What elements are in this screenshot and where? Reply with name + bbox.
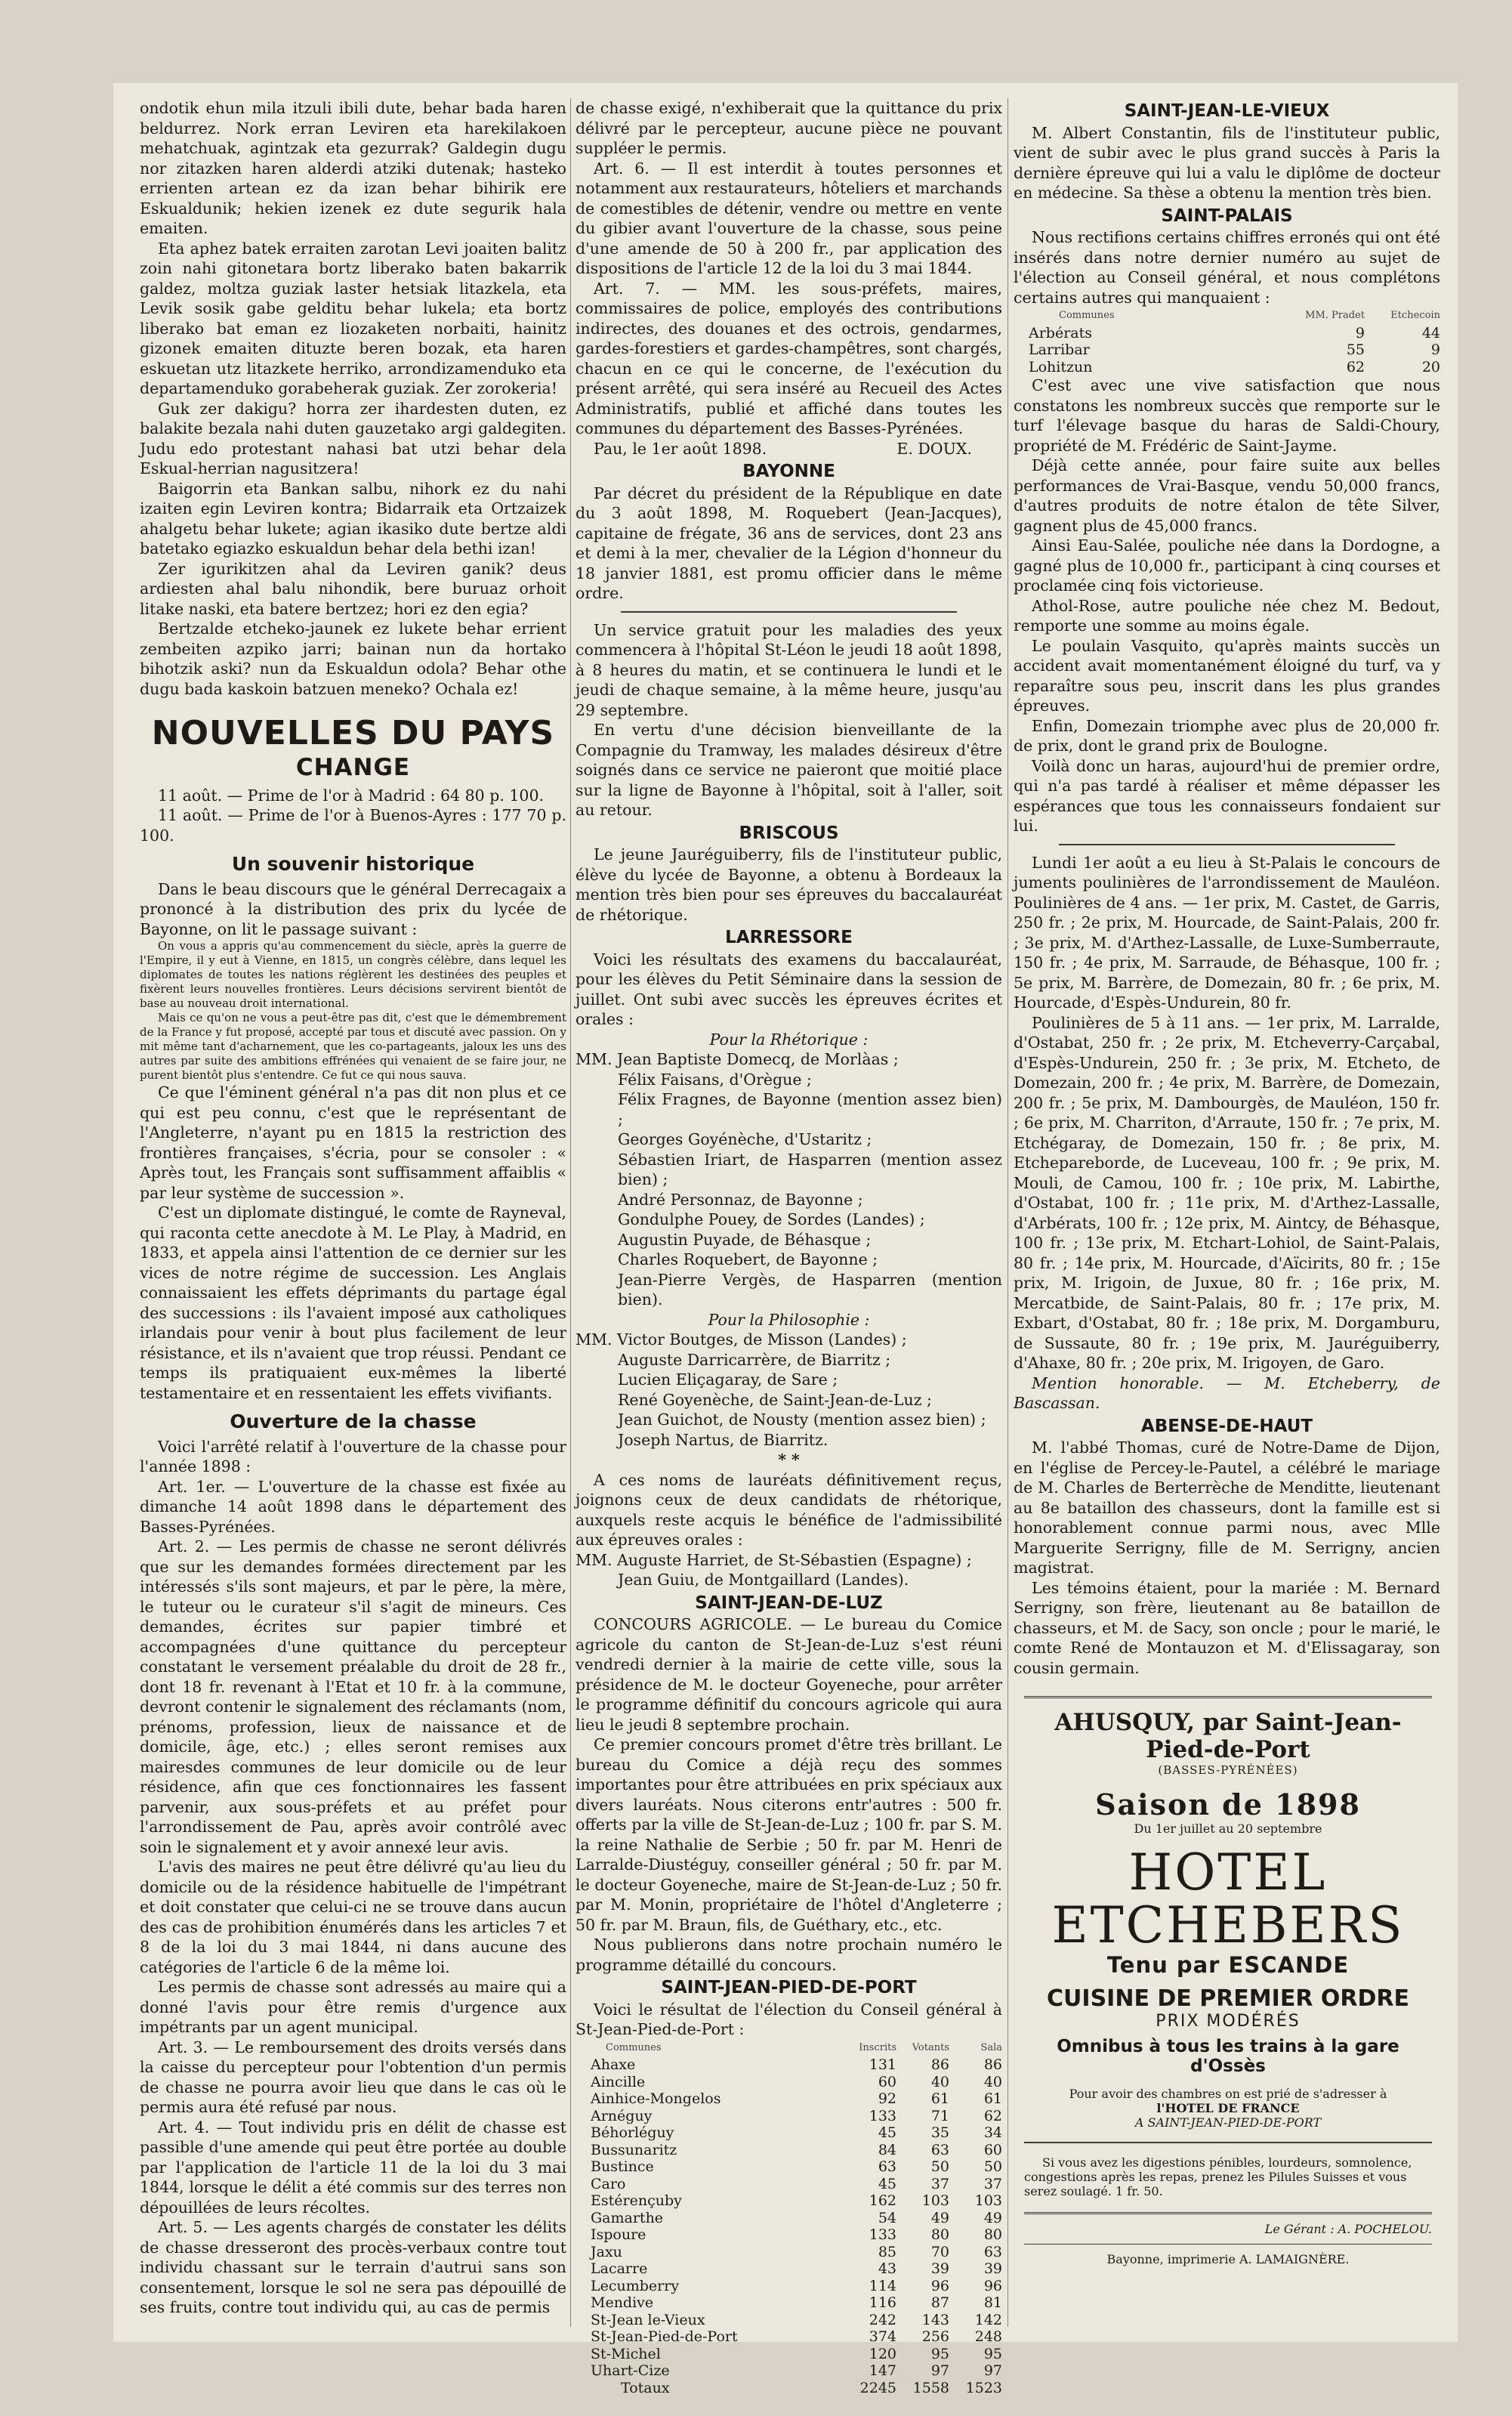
souvenir-paragraph: Ce que l'éminent général n'a pas dit non plus et ce qui est peu connu, c'est que le représentant de l'Angleterre, n'ayant pu en 1815 la restriction des frontières françaises, s'écria, pour se consoler : « Après tout, les Français sont suffisamment affaiblis « par leur système de succession ». [140, 1083, 566, 1202]
ad-address: A SAINT-JEAN-PIED-DE-PORT [1134, 2115, 1322, 2130]
table-row [575, 2124, 1002, 2142]
election-table [575, 2040, 1002, 2397]
ad-tenu-par: Tenu par ESCANDE [1106, 1952, 1350, 1978]
table-cell: 44 [1421, 324, 1440, 341]
list-item: Jean Guiu, de Montgaillard (Landes). [618, 1571, 909, 1589]
table-cell: 97 [983, 2362, 1002, 2379]
abense-heading: ABENSE-DE-HAUT [1140, 1416, 1313, 1436]
sjdl-heading: SAINT-JEAN-DE-LUZ [695, 1593, 883, 1613]
table-cell: 40 [983, 2073, 1002, 2090]
table-cell: 162 [869, 2192, 896, 2209]
list-item: MM. Victor Boutges, de Misson (Landes) ; [575, 1330, 907, 1349]
basque-paragraph: Guk zer dakigu? horra zer ihardesten duten, ez balakite bezala nahi duten gauzetako argi galdegiten. Judu edo protestant nahasi bat utzi behar dela Eskual-herrian nagusitzera! [140, 399, 566, 477]
laureats-paragraph: A ces noms de lauréats définitivement reçus, joignons ceux de deux candidats de rhétorique, auxquels reste acquis le bénéfice de l'admissibilité aux épreuves orales : [575, 1470, 1002, 1549]
saint-palais-paragraph: C'est avec une vive satisfaction que nous constatons les nombreux succès que remporte sur le turf l'élevage basque du haras de Saldi-Choury, propriété de M. Frédéric de Saint-Jayme. [1014, 376, 1440, 455]
saint-palais-paragraph: Poulinières de 5 à 11 ans. — 1er prix, M. Larralde, d'Ostabat, 250 fr. ; 2e prix, M. Etcheverry-Carçabal, d'Espès-Undurein, 250 fr. ; 3e prix, M. Etcheto, de Domezain, 200 fr. ; 4e prix, M. Barrère, de Domezain, 200 fr. ; 5e prix, M. Dambourgès, de Mauléon, 150 fr. ; 6e prix, M. Charriton, d'Arraute, 150 fr. ; 7e prix, M. Etchégaray, de Domezain, 150 fr. ; 8e prix, M. Etchepareborde, de Luceveau, 100 fr. ; 9e prix, M. Mouli, de Camou, 100 fr. ; 10e prix, M. Labirthe, d'Ostabat, 100 fr. ; 11e prix, M. d'Arthez-Lassalle, d'Arbérats, 100 fr. ; 12e prix, M. Aintcy, de Béhasque, 100 fr. ; 13e prix, M. Etchart-Lohiol, de Saint-Palais, 80 fr. ; 14e prix, M. Hourcade, d'Aïcirits, 80 fr. ; 15e prix, M. Irigoin, de Juxue, 80 fr. ; 16e prix, M. Mercatbide, de Saint-Palais, 80 fr. ; 17e prix, M. Exbart, d'Ostabat, 80 fr. ; 18e prix, M. Dorgamburu, de Sussaute, 80 fr. ; 19e prix, M. Jauréguiberry, d'Ahaxe, 80 fr. ; 20e prix, M. Irigoyen, de Garo. [1014, 1013, 1440, 1372]
table-header-cell: Inscrits [859, 2041, 896, 2053]
philosophie-label: Pour la Philosophie : [708, 1310, 870, 1329]
table-cell: 133 [869, 2226, 896, 2243]
table-row [575, 2158, 1002, 2176]
table-header-cell: Communes [1059, 310, 1115, 321]
souvenir-quote: Mais ce qu'on ne vous a peut-être pas dit, c'est que le démembrement de la France y fut proposé, accepté par tous et discuté avec passion. On y mit même tant d'acharnement, que les co-partageants, jaloux les uns des autres par suite des ambitions effrénées qui venaient de se faire jour, ne purent bientôt plus s'entendre. Ce fut ce qui nous sauva. [140, 1011, 566, 1082]
table-cell: 43 [878, 2260, 896, 2277]
table-cell: 86 [983, 2056, 1002, 2073]
saint-palais-paragraph: Enfin, Domezain triomphe avec plus de 20,000 fr. de prix, dont le grand prix de Boulogne. [1014, 716, 1440, 755]
table-cell: Ispoure [591, 2226, 646, 2243]
saint-palais-paragraph: Le poulain Vasquito, qu'après maints succès un accident avait momentanément éloigné du turf, va y reparaître sous peu, inscrit dans les plus grandes épreuves. [1014, 636, 1440, 715]
ahusquy-advertisement [1024, 1696, 1432, 2266]
table-cell: Arnéguy [591, 2107, 653, 2124]
table-cell: 20 [1421, 358, 1440, 375]
table-cell: 62 [1346, 358, 1365, 375]
sjdl-paragraph: Ce premier concours promet d'être très brillant. Le bureau du Comice a déjà reçu des sommes importantes pour être attribuées en prix spéciaux aux divers lauréats. Nous citerons entr'autres : 500 fr. offerts par la ville de St-Jean-de-Luz ; 100 fr. par S. M. la reine Nathalie de Serbie ; 50 fr. par M. Henri de Larralde-Diustéguy, conseiller général ; 50 fr. par M. le docteur Goyeneche, maire de St-Jean-de-Luz ; 50 fr. par M. Monin, propriétaire de l'hôtel d'Angleterre ; 50 fr. par M. Braun, fils, de Guéthary, etc., etc. [575, 1735, 1002, 1934]
table-cell: Larribar [1029, 341, 1090, 358]
table-cell: 80 [983, 2226, 1002, 2243]
briscous-paragraph: Le jeune Jauréguiberry, fils de l'instituteur public, élève du lycée de Bayonne, a obtenu à Bordeaux la mention très bien pour ses épreuves du baccalauréat de rhétorique. [575, 845, 1002, 924]
table-cell: 63 [983, 2243, 1002, 2260]
table-cell: 2245 [859, 2379, 896, 2396]
table-cell: Bustince [591, 2158, 654, 2175]
table-cell: 84 [878, 2141, 896, 2158]
list-item: MM. Jean Baptiste Domecq, de Morlàas ; [575, 1050, 899, 1068]
table-cell: 37 [930, 2175, 949, 2192]
list-item: Georges Goyénèche, d'Ustaritz ; [618, 1130, 872, 1148]
basque-paragraph: Bertzalde etcheko-jaunek ez lukete behar errient zembeiten azpiko jarri; bainan nun da hortako bihotzik aski? nun da Eskualdun odola? Behar othe dugu bada kaskoin batzuen meneko? Ochala ez! [140, 619, 566, 698]
chasse-signature-line [575, 439, 1002, 459]
ad-region: (BASSES-PYRÉNÉES) [1158, 1763, 1298, 1777]
list-item: Félix Faisans, d'Orègue ; [618, 1070, 812, 1089]
table-row [1014, 325, 1440, 342]
newspaper-page [113, 83, 1458, 2396]
chasse-continued: Art. 7. — MM. les sous-préfets, maires, commissaires de police, employés des contributions indirectes, des douanes et des octrois, gendarmes, gardes-forestiers et gardes-champêtres, sont chargés, chacun en ce qui le concerne, de l'exécution du présent arrêté, qui sera inséré au Recueil des Actes Administratifs, publié et affiché dans toutes les communes du département des Basses-Pyrénées. [575, 279, 1002, 437]
table-cell: 87 [930, 2294, 949, 2311]
ad-omnibus: Omnibus à tous les trains à la gare d'Ossès [1057, 2037, 1399, 2076]
list-item: Auguste Darricarrère, de Biarritz ; [618, 1350, 891, 1369]
chasse-continued: de chasse exigé, n'exhiberait que la quittance du prix délivré par le percepteur, aucune pièce ne pouvant suppléer le permis. [575, 99, 1002, 157]
table-cell: Lohitzun [1029, 358, 1093, 375]
table-header-cell: Etchecoin [1390, 310, 1440, 321]
table-cell: 81 [983, 2294, 1002, 2311]
table-row [575, 2090, 1002, 2108]
table-row [1014, 359, 1440, 376]
table-cell: 147 [869, 2362, 896, 2379]
chasse-date: Pau, le 1er août 1898. [594, 439, 767, 458]
table-cell: 50 [983, 2158, 1002, 2175]
change-line: 11 août. — Prime de l'or à Buenos-Ayres : 177 70 p. 100. [140, 806, 566, 845]
ad-title: AHUSQUY, par Saint-Jean-Pied-de-Port [1054, 1709, 1402, 1763]
rhetorique-label: Pour la Rhétorique : [709, 1030, 869, 1049]
table-header-cell: Sala [980, 2041, 1002, 2053]
saint-palais-paragraph: Mention honorable. — M. Etcheberry, de Bascassan. [1014, 1373, 1440, 1412]
table-cell: 114 [869, 2277, 896, 2294]
table-cell: 86 [930, 2056, 949, 2073]
table-cell: Estérençuby [591, 2192, 682, 2209]
column-2 [575, 98, 1002, 2396]
chasse-paragraph: Art. 5. — Les agents chargés de constater les délits de chasse dresseront des procès-verbaux contre tout individu chassant sur le terrain d'autrui sans son consentement, lorsque le sol ne sera pas dépouillé de ses fruits, contre tout individu qui, au cas de permis [140, 2218, 566, 2316]
table-cell: Aincille [591, 2073, 646, 2090]
table-cell: 248 [974, 2328, 1002, 2345]
table-cell: 34 [983, 2124, 1002, 2141]
table-row [575, 2192, 1002, 2210]
souvenir-heading: Un souvenir historique [231, 853, 475, 875]
table-cell: 71 [930, 2107, 949, 2124]
list-item: André Personnaz, de Bayonne ; [618, 1190, 863, 1209]
basque-paragraph: Baigorrin eta Bankan salbu, nihork ez du nahi izaiten egin Leviren kontra; Bidarraik eta Ortzaizek ahalgetu behar lukete; agian ikasiko dute bertze aldi batetako egiazko eskualdun behar dela bethi izan! [140, 479, 566, 558]
table-cell: 142 [974, 2311, 1002, 2328]
sjlv-paragraph: M. Albert Constantin, fils de l'instituteur public, vient de subir avec le plus grand succès à Paris la dernière épreuve qui lui a valu le diplôme de docteur en médecine. Sa thèse a obtenu la mention très bien. [1014, 123, 1440, 202]
souvenir-intro: Dans le beau discours que le général Derrecagaix a prononcé à la distribution des prix du lycée de Bayonne, on lit le passage suivant : [140, 879, 566, 938]
sjdl-paragraph: Nous publierons dans notre prochain numéro le programme détaillé du concours. [575, 1936, 1002, 1974]
briscous-heading: BRISCOUS [739, 823, 839, 843]
table-cell: 63 [930, 2141, 949, 2158]
abense-paragraph: M. l'abbé Thomas, curé de Notre-Dame de Dijon, en l'église de Percey-le-Pautel, a célébré le mariage de M. Charles de Berterrèche de Menditte, lieutenant au 8e bataillon des chasseurs, dont la famille est si honorablement connue parmi nous, avec Mlle Marguerite Serrigny, fille de M. Serrigny, ancien magistrat. [1014, 1438, 1440, 1577]
basque-paragraph: ondotik ehun mila itzuli ibili dute, behar bada haren beldurrez. Nork erran Leviren eta harekilakoen mehatchuak, agintzak eta gezurrak? Galdegin dugu nor zitazken haren alderdi atziki dutenak; hasteko errienten artean ez da izan behar bihirik ere Eskualdunik; hekien izenek ez dute segurik hala emaiten. [140, 99, 566, 237]
chasse-heading: Ouverture de la chasse [230, 1410, 477, 1432]
table-cell: 131 [869, 2056, 896, 2073]
philosophie-list [575, 1330, 1002, 1450]
table-cell: 116 [869, 2294, 896, 2311]
list-item: Gondulphe Pouey, de Sordes (Landes) ; [618, 1210, 925, 1228]
ad-cuisine: CUISINE DE PREMIER ORDRE [1047, 1985, 1409, 2012]
chasse-paragraph: Les permis de chasse sont adressés au maire qui a donné l'avis pour être remis d'urgence aux impétrants par un agent municipal. [140, 1978, 566, 2036]
larressore-intro: Voici les résultats des examens du baccalauréat, pour les élèves du Petit Séminaire dans la session de juillet. Ont subi avec succès les épreuves écrites et orales : [575, 950, 1002, 1028]
table-cell: 39 [983, 2260, 1002, 2277]
saint-palais-paragraph: Déjà cette année, pour faire suite aux belles performances de Vrai-Basque, vendu 50,000 francs, d'autres produits de notre étalon de tête Silver, gagnent plus de 45,000 francs. [1014, 456, 1440, 535]
table-row [1014, 341, 1440, 359]
election-table-body [575, 2056, 1002, 2380]
table-cell: 45 [878, 2175, 896, 2192]
table-header-row [575, 2040, 1002, 2057]
saint-palais-paragraph: Ainsi Eau-Salée, pouliche née dans la Dordogne, a gagné plus de 10,000 fr., participant à cinq courses et proclamée cinq fois victorieuse. [1014, 536, 1440, 595]
table-cell: 49 [930, 2209, 949, 2226]
list-item: MM. Auguste Harriet, de St-Sébastien (Espagne) ; [575, 1550, 972, 1569]
column-divider [1007, 98, 1008, 2327]
list-item: Augustin Puyade, de Béhasque ; [618, 1230, 872, 1249]
table-row [575, 2328, 1002, 2346]
saint-palais-table [1014, 307, 1440, 375]
bayonne-paragraph: En vertu d'une décision bienveillante de la Compagnie du Tramway, les malades désireux d'être soignés dans ce service ne paieront que moitié place sur la ligne de Bayonne à l'hôpital, soit à l'aller, soit au retour. [575, 721, 1002, 819]
saint-palais-heading: SAINT-PALAIS [1161, 205, 1293, 226]
table-cell: Bussunaritz [591, 2141, 677, 2158]
table-cell: 97 [930, 2362, 949, 2379]
chasse-paragraph: Art. 3. — Le remboursement des droits versés dans la caisse du percepteur pour l'obtention d'un permis de chasse ne pourra avoir lieu que dans le cas où le permis aura été refusé par nous. [140, 2038, 566, 2116]
sjpp-intro: Voici le résultat de l'élection du Conseil général à St-Jean-Pied-de-Port : [575, 2000, 1002, 2038]
table-cell: Jaxu [591, 2243, 622, 2260]
change-line: 11 août. — Prime de l'or à Madrid : 64 80 p. 100. [158, 786, 545, 805]
table-header-cell: MM. Pradet [1305, 310, 1365, 321]
table-cell: Lacarre [591, 2260, 648, 2277]
table-cell: 63 [878, 2158, 896, 2175]
column-3 [1014, 98, 1440, 1678]
table-cell: 61 [983, 2090, 1002, 2107]
saint-palais-table-body [1014, 325, 1440, 376]
table-row [575, 2142, 1002, 2159]
ad-prix: PRIX MODÉRÉS [1156, 2012, 1301, 2031]
table-cell: Ahaxe [591, 2056, 636, 2073]
table-row [575, 2056, 1002, 2074]
table-cell: St-Jean-Pied-de-Port [591, 2328, 738, 2345]
bayonne-paragraph: Un service gratuit pour les maladies des yeux commencera à l'hôpital St-Léon le jeudi 18 août 1898, à 8 heures du matin, et se continuera le lundi et le jeudi de chaque semaine, à la même heure, jusqu'au 29 septembre. [575, 620, 1002, 719]
table-cell: 95 [930, 2345, 949, 2362]
table-cell: Béhorléguy [591, 2124, 674, 2141]
chasse-paragraph: L'avis des maires ne peut être délivré qu'au lieu du domicile ou de la résidence habituelle de l'impétrant et doit constater que celui-ci ne se trouve dans aucun des cas de prohibition énumérés dans les articles 7 et 8 de la loi du 3 mai 1844, ni dans aucune des catégories de l'article 6 de la même loi. [140, 1858, 566, 1976]
separator-rule [1059, 844, 1395, 845]
table-cell: 96 [983, 2277, 1002, 2294]
souvenir-paragraph: C'est un diplomate distingué, le comte de Rayneval, qui raconta cette anecdote à M. Le Play, à Madrid, en 1833, et appela ainsi l'attention de ce dernier sur les vices de notre régime de succession. Les Anglais connaissaient les effets déprimants du partage égal des successions : ils l'avaient imposé aux catholiques irlandais pour venir à bout plus facilement de leur résistance, et ils n'avaient que trop réussi. Pendant ce temps ils pratiquaient eux-mêmes la liberté testamentaire et en ressentaient les effets vivifiants. [140, 1203, 566, 1402]
table-row [575, 2226, 1002, 2244]
ad-saison: Saison de 1898 [1095, 1787, 1361, 1821]
list-item: Sébastien Iriart, de Hasparren (mention assez bien) ; [618, 1150, 1002, 1188]
table-cell: 9 [1430, 341, 1440, 358]
list-item: Jean Guichot, de Nousty (mention assez bien) ; [618, 1410, 986, 1429]
saint-palais-paragraph: Athol-Rose, autre pouliche née chez M. Bedout, remporte une somme au moins égale. [1014, 596, 1440, 635]
table-cell: 120 [869, 2345, 896, 2362]
stars-separator: * * [778, 1451, 800, 1469]
table-cell: 9 [1355, 324, 1365, 341]
table-cell: 60 [878, 2073, 896, 2090]
table-cell: 35 [930, 2124, 949, 2141]
list-item: Jean-Pierre Vergès, de Hasparren (mention bien). [618, 1270, 1002, 1308]
ad-dates: Du 1er juillet au 20 septembre [1134, 1821, 1322, 1836]
chasse-paragraph: Art. 2. — Les permis de chasse ne seront délivrés que sur les demandes formées directement par les intéressés s'ils sont majeurs, et par le père, la mère, le tuteur ou le curateur s'il s'agit de mineurs. Ces demandes, écrites sur papier timbré et accompagnées d'une quittance du percepteur constatant le versement préalable du droit de 28 fr., dont 18 fr. revenant à l'Etat et 10 fr. à la commune, devront contenir le signalement des réclamants (nom, prénoms, profession, lieux de naissance et de domicile, âge, etc.) ; elles seront remises aux mairesdes communes de leur domicile ou de leur résidence, afin que ces fonctionnaires les fassent parvenir, aux sous-préfets et au préfet pour l'arrondissement de Pau, après avoir contrôlé avec soin le signalement et y avoir annexé leur avis. [140, 1537, 566, 1856]
pilules-advertisement: Si vous avez les digestions pénibles, lourdeurs, somnolence, congestions après les repas, prenez les Pilules Suisses et vous serez soulagé. 1 fr. 50. [1024, 2155, 1412, 2198]
ad-top-rule [1024, 1696, 1432, 1698]
table-row [575, 2346, 1002, 2363]
imprimerie-line: Bayonne, imprimerie A. LAMAIGNÈRE. [1106, 2252, 1350, 2266]
list-item: Félix Fragnes, de Bayonne (mention assez bien) ; [618, 1090, 1002, 1129]
table-cell: 96 [930, 2277, 949, 2294]
table-cell: 374 [869, 2328, 896, 2345]
ad-chambres: Pour avoir des chambres on est prié de s'adresser à [1069, 2087, 1387, 2101]
table-cell: 1523 [965, 2379, 1002, 2396]
basque-paragraph: Eta aphez batek erraiten zarotan Levi joaiten balitz zoin nahi gitonetara bortz liberako baten bakarrik galdez, moltza guziak laster hetsiak litazkela, eta Levik sosik gabe gelditu behar lukela; eta bortz liberako bat eman ez liozaketen norbaiti, hainitz gizonek emaiten dituzte beren bozak, eta haren eskuetan utz litazkete herriko, arrondizamenduko eta departamenduko gorabeherak guziak. Zer zorokeria! [140, 239, 566, 397]
table-cell: 92 [878, 2090, 896, 2107]
table-row [575, 2362, 1002, 2380]
list-item: Charles Roquebert, de Bayonne ; [618, 1250, 878, 1268]
table-row [575, 2294, 1002, 2312]
table-header-row [1014, 307, 1440, 325]
column-divider [570, 98, 571, 2327]
table-cell: 39 [930, 2260, 949, 2277]
chasse-paragraph: Art. 4. — Tout individu pris en délit de chasse est passible d'une amende qui peut être portée au double par l'application de l'article 11 de la loi du 3 mai 1844, lorsque le délit a été commis sur des terres non dépouillées de leurs récoltes. [140, 2118, 566, 2217]
chasse-continued: Art. 6. — Il est interdit à toutes personnes et notamment aux restaurateurs, hôteliers et marchands de comestibles de détenir, vendre ou mettre en vente du gibier avant l'ouverture de la chasse, sous peine d'une amende de 50 à 200 fr., par application des dispositions de l'article 12 de la loi du 3 mai 1844. [575, 159, 1002, 277]
table-cell: 54 [878, 2209, 896, 2226]
chasse-signature: E. DOUX. [896, 439, 972, 458]
saint-palais-paragraph: Lundi 1er août a eu lieu à St-Palais le concours de juments poulinières de l'arrondissement de Mauléon. Poulinières de 4 ans. — 1er prix, M. Castet, de Garris, 250 fr. ; 2e prix, M. Hourcade, de Saint-Palais, 200 fr. ; 3e prix, M. d'Arthez-Lassalle, de Luxe-Sumberraute, 150 fr. ; 4e prix, M. Sarraude, de Béhasque, 100 fr. ; 5e prix, M. Barrère, de Domezain, 80 fr. ; 6e prix, M. Hourcade, d'Espès-Undurein, 80 fr. [1014, 853, 1440, 1012]
sjlv-heading: SAINT-JEAN-LE-VIEUX [1124, 101, 1330, 121]
table-cell: Lecumberry [591, 2277, 680, 2294]
column-1 [140, 98, 566, 2318]
table-row [575, 2312, 1002, 2329]
nouvelles-du-pays-heading: NOUVELLES DU PAYS [151, 714, 555, 752]
table-cell: St-Michel [591, 2345, 661, 2362]
table-cell: Uhart-Cize [591, 2362, 670, 2379]
basque-paragraph: Zer igurikitzen ahal da Leviren ganik? deus ardiesten ahal balu nihondik, bere buruaz orhoit litake naski, eta batere bertzez; hori ez den egia? [140, 559, 566, 618]
table-cell: 103 [974, 2192, 1002, 2209]
table-cell: 55 [1346, 341, 1365, 358]
table-cell: 40 [930, 2073, 949, 2090]
table-cell: 62 [983, 2107, 1002, 2124]
table-cell: 1558 [912, 2379, 949, 2396]
ad-hotel-france: l'HOTEL DE FRANCE [1156, 2101, 1300, 2115]
chasse-paragraph: Art. 1er. — L'ouverture de la chasse est fixée au dimanche 14 août 1898 dans le département des Basses-Pyrénées. [140, 1477, 566, 1536]
table-header-cell: Votants [912, 2041, 949, 2053]
table-row [575, 2108, 1002, 2125]
table-cell: 256 [921, 2328, 949, 2345]
rhetorique-list [575, 1049, 1002, 1310]
separator-rule [621, 611, 957, 613]
saint-palais-paragraph: Voilà donc un haras, aujourd'hui de premier ordre, qui n'a pas tardé à réaliser et même dépasser les espérances que tous les connaisseurs fondaient sur lui. [1014, 756, 1440, 835]
table-cell: 133 [869, 2107, 896, 2124]
table-row [575, 2260, 1002, 2278]
sjpp-heading: SAINT-JEAN-PIED-DE-PORT [661, 1978, 917, 1997]
table-cell: 242 [869, 2311, 896, 2328]
table-row [575, 2278, 1002, 2295]
table-cell: 103 [921, 2192, 949, 2209]
ad-hotel-name: HOTEL ETCHEBERS [1051, 1843, 1405, 1954]
table-cell: Ainhice-Mongelos [591, 2090, 721, 2107]
saint-palais-intro: Nous rectifions certains chiffres erronés qui ont été insérés dans notre dernier numéro au sujet de l'élection au Conseil général, et nous complétons certains autres qui manquaient : [1014, 228, 1440, 307]
change-heading: CHANGE [295, 754, 411, 781]
abense-paragraph: Les témoins étaient, pour la mariée : M. Bernard Serrigny, son frère, lieutenant au 8e bataillon de chasseurs, et M. de Sacy, son oncle ; pour le marié, le comte René de Montauzon et M. d'Elissagaray, son cousin germain. [1014, 1578, 1440, 1677]
bayonne-paragraph: Par décret du président de la République en date du 3 août 1898, M. Roquebert (Jean-Jacques), capitaine de frégate, 36 ans de services, dont 23 ans et demi à la mer, chevalier de la Légion d'honneur du 18 janvier 1881, est promu officier dans le même ordre. [575, 484, 1002, 602]
footer-rule [1024, 2212, 1432, 2214]
table-cell: Gamarthe [591, 2209, 664, 2226]
table-cell: 61 [930, 2090, 949, 2107]
table-header-cell: Communes [606, 2041, 662, 2053]
table-row [575, 2176, 1002, 2193]
table-row [575, 2210, 1002, 2227]
footer-rule [1024, 2244, 1432, 2245]
list-item: René Goyenèche, de Saint-Jean-de-Luz ; [618, 1390, 932, 1409]
table-cell: 85 [878, 2243, 896, 2260]
table-cell: 60 [983, 2141, 1002, 2158]
sjdl-paragraph: CONCOURS AGRICOLE. — Le bureau du Comice agricole du canton de St-Jean-de-Luz s'est réuni vendredi dernier à la mairie de cette ville, sous la présidence de M. le docteur Goyeneche, pour arrêter le programme définitif du concours agricole qui aura lieu le jeudi 8 septembre prochain. [575, 1615, 1002, 1734]
table-row [575, 2244, 1002, 2261]
table-cell: 45 [878, 2124, 896, 2141]
table-cell: 80 [930, 2226, 949, 2243]
table-cell: 49 [983, 2209, 1002, 2226]
table-cell: Mendive [591, 2294, 654, 2311]
table-total-row [575, 2380, 1002, 2397]
larressore-heading: LARRESSORE [725, 928, 853, 947]
table-cell: 95 [983, 2345, 1002, 2362]
table-cell: St-Jean le-Vieux [591, 2311, 705, 2328]
gerant-signature: Le Gérant : A. POCHELOU. [1264, 2222, 1432, 2236]
table-cell: Totaux [621, 2379, 670, 2396]
table-cell: 70 [930, 2243, 949, 2260]
souvenir-quote: On vous a appris qu'au commencement du siècle, après la guerre de l'Empire, il y eut à Vienne, en 1815, un congrès célèbre, dans lequel les diplomates de toutes les nations réglèrent les destinées des peuples et fixèrent leurs nouvelles frontières. Leurs décisions servirent bientôt de base au nouveau droit international. [140, 939, 566, 1010]
list-item: Lucien Eliçagaray, de Sare ; [618, 1370, 838, 1389]
list-item: Joseph Nartus, de Biarritz. [618, 1430, 829, 1449]
table-cell: 50 [930, 2158, 949, 2175]
table-cell: Arbérats [1029, 324, 1093, 341]
table-cell: Caro [591, 2175, 626, 2192]
table-cell: 143 [921, 2311, 949, 2328]
ad-bottom-rule [1024, 2142, 1432, 2143]
table-row [575, 2074, 1002, 2091]
bayonne-heading: BAYONNE [742, 462, 835, 481]
chasse-paragraph: Voici l'arrêté relatif à l'ouverture de la chasse pour l'année 1898 : [140, 1437, 566, 1475]
table-cell: 37 [983, 2175, 1002, 2192]
